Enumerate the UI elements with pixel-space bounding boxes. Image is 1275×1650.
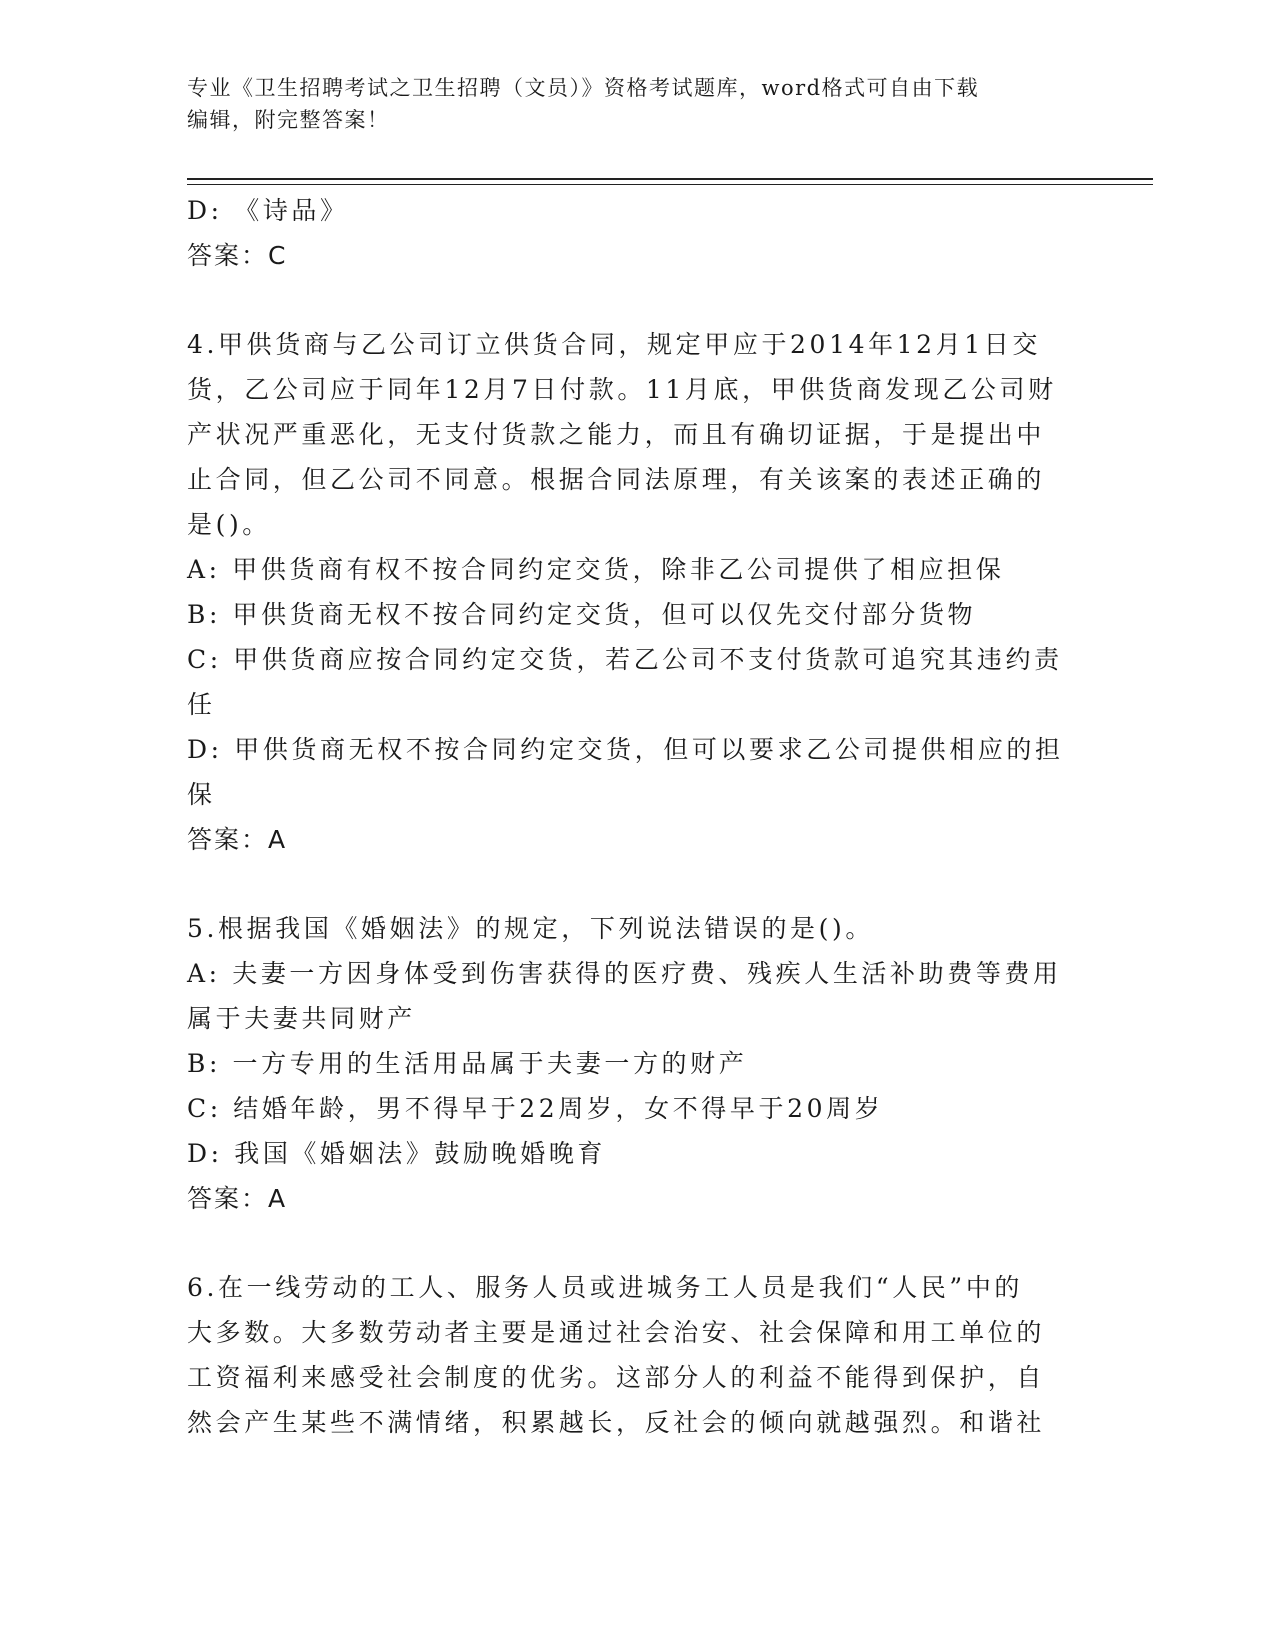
question-5 bbox=[187, 906, 1077, 1221]
q6-stem-line: 6.在一线劳动的工人、服务人员或进城务工人员是我们“人民”中的 bbox=[187, 1273, 1024, 1302]
question-gap bbox=[187, 862, 1077, 906]
q4-stem-line: 货，乙公司应于同年12月7日付款。11月底，甲供货商发现乙公司财 bbox=[187, 375, 1057, 404]
document-body bbox=[187, 188, 1077, 1445]
q4-answer: 答案：A bbox=[187, 825, 288, 854]
question-gap bbox=[187, 278, 1077, 322]
q5-answer: 答案：A bbox=[187, 1184, 288, 1213]
header-line-2: 编辑，附完整答案！ bbox=[187, 108, 390, 132]
q6-stem-line: 然会产生某些不满情绪，积累越长，反社会的倾向就越强烈。和谐社 bbox=[187, 1408, 1046, 1437]
q4-option-c: C: 甲供货商应按合同约定交货，若乙公司不支付货款可追究其违约责 bbox=[187, 645, 1063, 674]
q5-option-d: D: 我国《婚姻法》鼓励晚婚晚育 bbox=[187, 1139, 607, 1168]
question-4 bbox=[187, 322, 1077, 862]
q4-option-a: A: 甲供货商有权不按合同约定交货，除非乙公司提供了相应担保 bbox=[187, 555, 1005, 584]
question-3-tail bbox=[187, 188, 1077, 278]
header-rule-thick bbox=[187, 178, 1153, 180]
q4-stem-line: 止合同，但乙公司不同意。根据合同法原理，有关该案的表述正确的 bbox=[187, 465, 1046, 494]
q5-option-b: B: 一方专用的生活用品属于夫妻一方的财产 bbox=[187, 1049, 748, 1078]
q6-stem-line: 大多数。大多数劳动者主要是通过社会治安、社会保障和用工单位的 bbox=[187, 1318, 1046, 1347]
q3-answer: 答案：C bbox=[187, 241, 288, 270]
question-6 bbox=[187, 1265, 1077, 1445]
header-line-1: 专业《卫生招聘考试之卫生招聘（文员）》资格考试题库，word格式可自由下载 bbox=[187, 76, 980, 100]
q4-option-d: D: 甲供货商无权不按合同约定交货，但可以要求乙公司提供相应的担 bbox=[187, 735, 1064, 764]
q3-option-d: D: 《诗品》 bbox=[187, 196, 349, 225]
document-header bbox=[187, 72, 1067, 136]
q5-option-c: C: 结婚年龄，男不得早于22周岁，女不得早于20周岁 bbox=[187, 1094, 884, 1123]
q5-option-a-cont: 属于夫妻共同财产 bbox=[187, 1004, 416, 1033]
header-rule-thin bbox=[187, 184, 1153, 185]
q4-stem-line: 4.甲供货商与乙公司订立供货合同，规定甲应于2014年12月1日交 bbox=[187, 330, 1041, 359]
q4-stem-line: 是()。 bbox=[187, 510, 271, 539]
q4-option-d-cont: 保 bbox=[187, 780, 216, 809]
q5-option-a: A: 夫妻一方因身体受到伤害获得的医疗费、残疾人生活补助费等费用 bbox=[187, 959, 1062, 988]
q4-stem-line: 产状况严重恶化，无支付货款之能力，而且有确切证据，于是提出中 bbox=[187, 420, 1046, 449]
q4-option-c-cont: 任 bbox=[187, 690, 216, 719]
q6-stem-line: 工资福利来感受社会制度的优劣。这部分人的利益不能得到保护，自 bbox=[187, 1363, 1046, 1392]
q5-stem-line: 5.根据我国《婚姻法》的规定，下列说法错误的是()。 bbox=[187, 914, 874, 943]
question-gap bbox=[187, 1221, 1077, 1265]
q4-option-b: B: 甲供货商无权不按合同约定交货，但可以仅先交付部分货物 bbox=[187, 600, 977, 629]
